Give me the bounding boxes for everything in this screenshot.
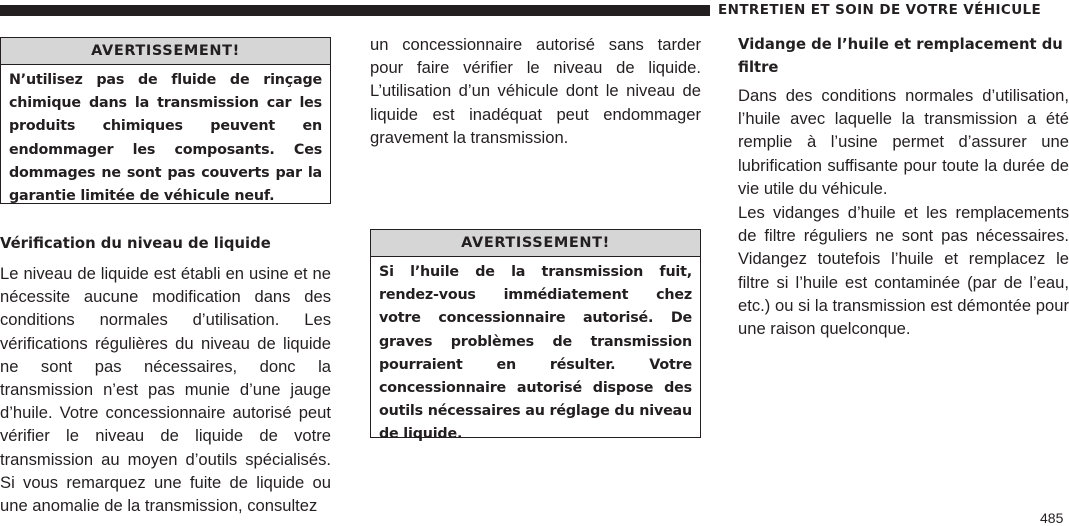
warning-title: AVERTISSEMENT!: [371, 230, 700, 257]
warning-title: AVERTISSEMENT!: [1, 38, 330, 65]
heading-fluid-level-check: Vérification du niveau de liquide: [0, 235, 271, 252]
heading-oil-change-filter: Vidange de l’huile et remplacement du filtre: [738, 36, 1063, 76]
header-rule: [0, 5, 710, 16]
paragraph-oil-change-1: Dans des conditions normales d’utilisation, l’huile avec laquelle la transmission a été remplie à l’usine permet d’assurer une lubrification suffisante pour toute la durée de vie utile du véhicule.: [738, 86, 1069, 198]
warning-text: Si l’huile de la transmission fuit, rendez-vous immédiatement chez votre concessionnaire autorisé. De graves problèmes de transmission pourraient en résulter. Votre concessionnaire autorisé dispose des outils nécessaires au réglage du niveau de liquide.: [379, 264, 692, 443]
warning-box-chemical-flush: [0, 37, 331, 204]
paragraph-fluid-level-continued: un concessionnaire autorisé sans tarder pour faire vérifier le niveau de liquide. L’utilisation d’un véhicule dont le niveau de liquide est inadéquat peut endommager gravement la transmission.: [370, 35, 701, 147]
section-title: ENTRETIEN ET SOIN DE VOTRE VÉHICULE: [718, 2, 1042, 18]
warning-box-fluid-leak: [370, 229, 701, 443]
paragraph-oil-change-2: Les vidanges d’huile et les remplacements de filtre réguliers ne sont pas nécessaires. Vidangez toutefois l’huile et remplacez le filtre si l’huile est contaminée (par de l’eau, etc.) ou si la transmission est démontée pour une raison quelconque.: [738, 203, 1069, 339]
page-number: 485: [1040, 510, 1064, 526]
paragraph-fluid-level: Le niveau de liquide est établi en usine et ne nécessite aucune modification dans des conditions normales d’utilisation. Les vérifications régulières du niveau de liquide ne sont pas nécessaires, donc la transmission n’est pas munie d’une jauge d’huile. Votre concessionnaire autorisé peut vérifier le niveau de liquide de votre transmission au moyen d’outils spécialisés. Si vous remarquez une fuite de liquide ou une anomalie de la transmission, consultez: [0, 264, 331, 516]
warning-text: N’utilisez pas de fluide de rinçage chimique dans la transmission car les produits chimiques peuvent en endommager les composants. Ces dommages ne sont pas couverts par la garantie limitée de véhicule neuf.: [9, 72, 322, 205]
